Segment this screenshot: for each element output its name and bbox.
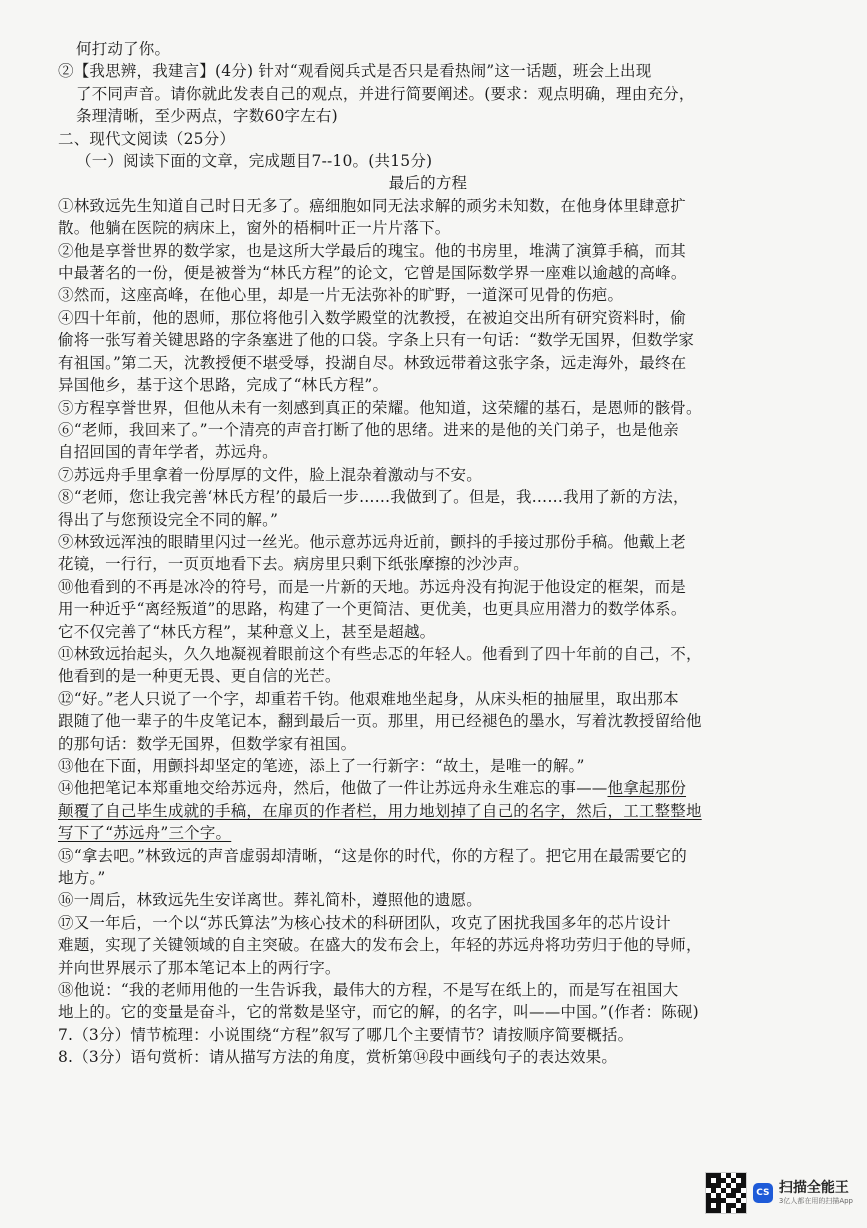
question-6-2: ②【我思辨，我建言】(4分) 针对“观看阅兵式是否只是看热闹”这一话题，班会上出现 (58, 62, 652, 81)
underlined-sentence: 颠覆了自己毕生成就的手稿，在扉页的作者栏，用力地划掉了自己的名字，然后，工工整整地 (58, 801, 702, 820)
text-line: ⑮“拿去吧。”林致远的声音虚弱却清晰，“这是你的时代，你的方程了。把它用在最需要它的 (58, 846, 687, 865)
text-line: 有祖国。”第二天，沈教授便不堪受辱，投湖自尽。林致远带着这张字条，远走海外，最终在 (58, 353, 687, 372)
text-line: 条理清晰，至少两点，字数60字左右) (76, 107, 338, 126)
paragraph-14-line-2 (58, 800, 798, 822)
text-line: 它不仅完善了“林氏方程”，某种意义上，甚至是超越。 (58, 622, 436, 641)
text-line: ⑰又一年后，一个以“苏氏算法”为核心技术的科研团队，攻克了困扰我国多年的芯片设计 (58, 913, 671, 932)
underlined-sentence: 他拿起那份 (607, 779, 687, 798)
text-line: 何打动了你。 (76, 40, 171, 58)
text-line: ⑨林致远浑浊的眼睛里闪过一丝光。他示意苏远舟近前，颤抖的手接过那份手稿。他戴上老 (58, 532, 687, 551)
paragraph-14-line-1 (58, 777, 798, 799)
text-line: 偷将一张写着关键思路的字条塞进了他的口袋。字条上只有一句话：“数学无国界，但数学家 (58, 331, 695, 350)
text-line: ④四十年前，他的恩师，那位将他引入数学殿堂的沈教授，在被迫交出所有研究资料时，偷 (58, 308, 687, 327)
text-line: ⑤方程享誉世界，但他从未有一刻感到真正的荣耀。他知道，这荣耀的基石，是恩师的骸骨。 (58, 398, 702, 417)
text-span: ⑭他把笔记本郑重地交给苏远舟，然后，他做了一件让苏远舟永生难忘的事—— (58, 779, 608, 798)
text-line: ⑩他看到的不再是冰冷的符号，而是一片新的天地。苏远舟没有拘泥于他设定的框架，而是 (58, 577, 687, 596)
text-line: 花镜，一行行，一页页地看下去。病房里只剩下纸张摩擦的沙沙声。 (58, 555, 530, 574)
text-line: 散。他躺在医院的病床上，窗外的梧桐叶正一片片落下。 (58, 219, 451, 238)
text-line: ③然而，这座高峰，在他心里，却是一片无法弥补的旷野，一道深可见骨的伤疤。 (58, 286, 624, 305)
text-line: ⑥“老师，我回来了。”一个清亮的声音打断了他的思绪。进来的是他的关门弟子，也是他亲 (58, 420, 679, 439)
text-line: ⑧“老师，您让我完善‘林氏方程’的最后一步……我做到了。但是，我……我用了新的方法， (58, 488, 689, 507)
underlined-sentence: 写下了“苏远舟”三个字。 (58, 824, 232, 843)
text-line: 得出了与您预设完全不同的解。” (58, 510, 279, 529)
text-line: ⑯一周后，林致远先生安详离世。葬礼简朴，遵照他的遗愿。 (58, 891, 482, 910)
text-line: ⑱他说：“我的老师用他的一生告诉我，最伟大的方程，不是写在纸上的，而是写在祖国大 (58, 981, 679, 1000)
text-line: ⑬他在下面，用颤抖却坚定的笔迹，添上了一行新字：“故土，是唯一的解。” (58, 757, 585, 775)
subsection-heading: （一）阅读下面的文章，完成题目7--10。(共15分) (76, 152, 433, 171)
document-body (58, 38, 798, 1069)
text-line: ②他是享誉世界的数学家，也是这所大学最后的瑰宝。他的书房里，堆满了演算手稿，而其 (58, 241, 687, 260)
text-line: ①林致远先生知道自己时日无多了。癌细胞如同无法求解的顽劣未知数，在他身体里肆意扩 (58, 196, 687, 215)
article-title: 最后的方程 (388, 174, 468, 193)
text-line: 跟随了他一辈子的牛皮笔记本，翻到最后一页。那里，用已经褪色的墨水，写着沈教授留给他 (58, 712, 702, 731)
paragraph-14-line-3 (58, 822, 798, 844)
text-line: 中最著名的一份，便是被誉为“林氏方程”的论文，它曾是国际数学界一座难以逾越的高峰。 (58, 264, 687, 283)
question-8: 8.（3分）语句赏析：请从描写方法的角度，赏析第⑭段中画线句子的表达效果。 (58, 1048, 618, 1067)
text-line: 用一种近乎“离经叛道”的思路，构建了一个更简洁、更优美，也更具应用潜力的数学体系。 (58, 600, 687, 619)
text-line: 难题，实现了关键领域的自主突破。在盛大的发布会上，年轻的苏远舟将功劳归于他的导师， (58, 936, 702, 955)
text-line: 自招回国的青年学者，苏远舟。 (58, 443, 278, 462)
qr-code-icon (705, 1172, 747, 1214)
brand-name: 扫描全能王 (778, 1180, 849, 1196)
text-line: 异国他乡，基于这个思路，完成了“林氏方程”。 (58, 376, 389, 395)
text-line: 他看到的是一种更无畏、更自信的光芒。 (58, 667, 341, 686)
text-line: 了不同声音。请你就此发表自己的观点，并进行简要阐述。(要求：观点明确，理由充分， (76, 84, 695, 103)
text-line: 并向世界展示了那本笔记本上的两行字。 (58, 958, 341, 977)
scanner-watermark (705, 1172, 853, 1214)
brand-slogan: 3亿人都在用的扫描App (778, 1197, 853, 1205)
text-line: 地方。” (58, 869, 106, 888)
text-line: ⑫“好。”老人只说了一个字，却重若千钧。他艰难地坐起身，从床头柜的抽屉里，取出那本 (58, 689, 679, 708)
cs-logo-icon: CS (753, 1183, 773, 1203)
brand-text (779, 1180, 853, 1206)
text-line: 的那句话：数学无国界，但数学家有祖国。 (58, 734, 357, 753)
text-line: 地上的。它的变量是奋斗，它的常数是坚守，而它的解，的名字，叫——中国。”(作者：陈砚) (58, 1003, 699, 1022)
text-line: ⑪林致远抬起头，久久地凝视着眼前这个有些忐忑的年轻人。他看到了四十年前的自己，不， (58, 644, 702, 663)
question-7: 7.（3分）情节梳理：小说围绕“方程”叙写了哪几个主要情节？请按顺序简要概括。 (58, 1025, 634, 1044)
section-heading: 二、现代文阅读（25分） (58, 129, 236, 148)
text-line: ⑦苏远舟手里拿着一份厚厚的文件，脸上混杂着激动与不安。 (58, 465, 482, 484)
